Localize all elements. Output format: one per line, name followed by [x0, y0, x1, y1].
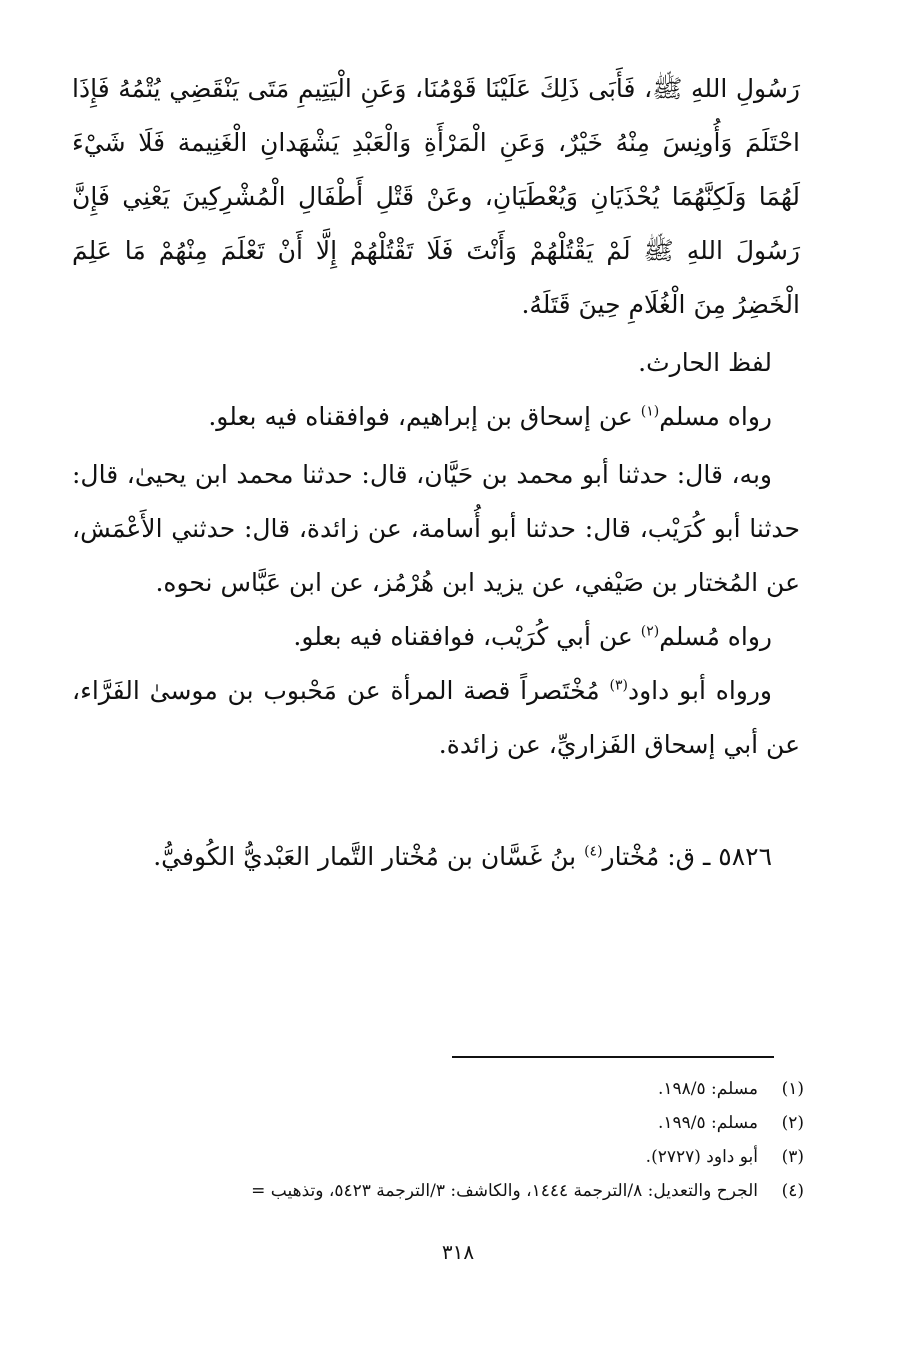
riwaya-text: رواه مسلم	[659, 402, 772, 431]
footnote-text: الجرح والتعديل: ٨/الترجمة ١٤٤٤، والكاشف: ٣/الترجمة ٥٤٢٣، وتذهيب =	[251, 1181, 758, 1201]
hadith-text: رَسُولِ اللهِ ﷺ، فَأَبَى ذَلِكَ عَلَيْنَا قَوْمُنَا، وَعَنِ الْيَتِيمِ مَتَى يَنْقَضِي يُتْمُهُ فَإِذَا احْتَلَمَ وَأُونِسَ مِنْهُ خَيْرٌ، وَعَنِ الْمَرْأَةِ وَالْعَبْدِ يَشْهَدانِ الْغَنِيمة فَلَا شَيْءَ لَهُمَا وَلَكِنَّهُمَا يُحْذَيَانِ وَيُعْطَيَانِ، وعَنْ قَتْلِ أَطْفَالِ الْمُشْرِكِينَ يَعْنِي فَإِنَّ رَسُولَ اللهِ ﷺ لَمْ يَقْتُلْهُمْ وَأَنْتَ فَلَا تَقْتُلْهُمْ إِلَّا أَنْ تَعْلَمَ مِنْهُمْ مَا عَلِمَ الْخَضِرُ مِنَ الْغُلَامِ حِينَ قَتَلَهُ.	[72, 74, 800, 319]
riwaya-text: عن أبي كُرَيْب، فوافقناه فيه بعلو.	[293, 622, 641, 651]
entry-text: بنُ غَسَّان بن مُخْتار التَّمار العَبْديُّ الكُوفيُّ.	[153, 842, 585, 871]
footnote-number: (٢)	[781, 1113, 804, 1133]
footnote-ref-1: (١)	[640, 403, 660, 420]
riwaya-text: مُخْتَصراً قصة المرأة عن مَحْبوب بن موسىٰ الفَرَّاء، عن أبي إسحاق الفَزاريِّ، عن زائدة.	[72, 676, 800, 759]
footnotes	[70, 1072, 804, 1208]
footnote-ref-3: (٣)	[609, 677, 628, 694]
footnote-number: (٤)	[781, 1181, 804, 1201]
riwaya-text: رواه مُسلم	[659, 622, 772, 651]
biography-entry	[72, 830, 800, 884]
footnote-text: مسلم: ١٩٨/٥.	[657, 1079, 758, 1099]
riwaya-muslim-1	[72, 390, 800, 444]
main-text	[72, 62, 800, 884]
footnote-number: (١)	[781, 1079, 804, 1099]
footnote-ref-2: (٢)	[640, 623, 660, 640]
page-number: ٣١٨	[441, 1240, 475, 1264]
footnote-item	[70, 1174, 804, 1208]
wording-note: لفظ الحارث.	[638, 348, 772, 377]
riwaya-text: ورواه أبو داود	[627, 676, 772, 705]
entry-heading: ٥٨٢٦ ـ ق: مُخْتار	[602, 842, 772, 871]
footnote-item	[70, 1140, 804, 1174]
footnote-item	[70, 1106, 804, 1140]
footnote-ref-4: (٤)	[584, 843, 603, 860]
isnad-paragraph: وبه، قال: حدثنا أبو محمد بن حَيَّان، قال: حدثنا محمد ابن يحيىٰ، قال: حدثنا أبو كُرَيْب، قال: حدثنا أبو أُسامة، عن زائدة، قال: حدثني الأَعْمَش، عن المُختار بن صَيْفي، عن يزيد ابن هُرْمُز، عن ابن عَبَّاس نحوه.	[72, 460, 800, 597]
riwaya-abu-dawud	[72, 664, 800, 772]
footnote-separator	[452, 1056, 774, 1058]
riwaya-muslim-2	[72, 610, 800, 664]
footnote-number: (٣)	[781, 1147, 804, 1167]
riwaya-text: عن إسحاق بن إبراهيم، فوافقناه فيه بعلو.	[208, 402, 641, 431]
footnote-text: مسلم: ١٩٩/٥.	[657, 1113, 758, 1133]
footnote-text: أبو داود (٢٧٢٧).	[645, 1147, 758, 1167]
footnote-item	[70, 1072, 804, 1106]
